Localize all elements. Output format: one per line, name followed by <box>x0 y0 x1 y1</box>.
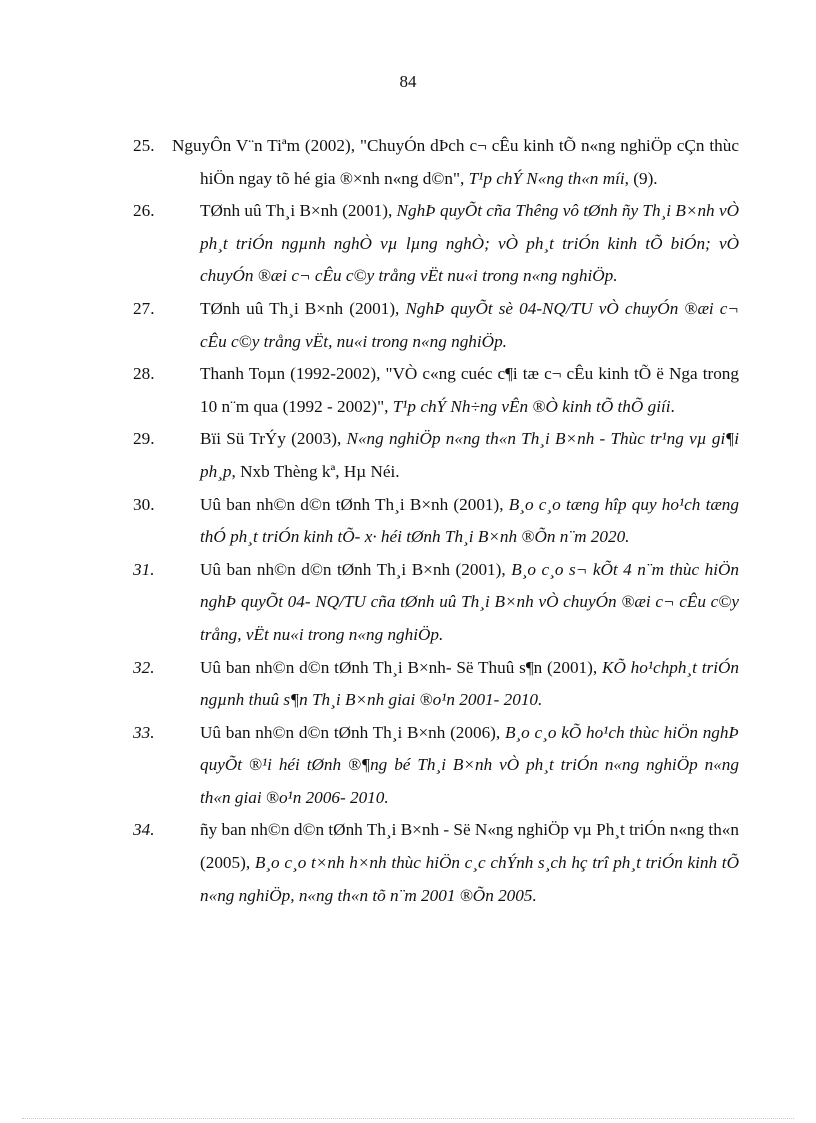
reference-author-year: Thanh Toµn (1992-2002), <box>200 364 386 384</box>
reference-title: KÕ ho¹chph¸t triÓn ngµnh thuû s¶n Th¸i B×nh giai ®o¹n 2001- 2010. <box>200 657 739 710</box>
page-bottom-divider <box>22 1118 794 1119</box>
reference-item <box>133 554 739 652</box>
reference-number: 34. <box>133 820 155 840</box>
reference-number: 25. <box>133 136 155 155</box>
reference-number: 31. <box>133 559 155 579</box>
reference-item <box>133 652 739 717</box>
reference-author-year: Uû ban nh©n d©n tØnh Th¸i B×nh (2001), <box>200 494 509 514</box>
reference-number: 28. <box>133 364 155 384</box>
reference-details: , (9). <box>624 168 658 188</box>
reference-number: 33. <box>133 722 155 742</box>
reference-number: 27. <box>133 298 155 318</box>
reference-title: NghÞ quyÕt cña Thêng vô tØnh ñy Th¸i B×nh vÒ ph¸t triÓn ngµnh nghÒ vµ lµng nghÒ; vÒ ph¸t triÓn kinh tÕ biÓn; vÒ chuyÓn ®æi c¬ cÊu c©y trång vËt nu«i trong n«ng nghiÖp. <box>200 201 739 286</box>
reference-item <box>133 293 739 358</box>
reference-title: B¸o c¸o s¬ kÕt 4 n¨m thùc hiÖn nghÞ quyÕt 04- NQ/TU cña tØnh uû Th¸i B×nh vÒ chuyÓn ®æi c¬ cÊu c©y trång, vËt nu«i trong n«ng nghiÖp. <box>200 559 740 644</box>
reference-item <box>133 814 739 912</box>
reference-item <box>133 130 739 195</box>
reference-item <box>133 489 739 554</box>
reference-title: B¸o c¸o t×nh h×nh thùc hiÖn c¸c chÝnh s¸ch hç trî ph¸t triÓn kinh tÕ n«ng nghiÖp, n«ng th«n tõ n¨m 2001 ®Õn 2005. <box>200 853 739 905</box>
reference-author-year: Uû ban nh©n d©n tØnh Th¸i B×nh (2001), <box>200 559 512 579</box>
reference-item <box>133 717 739 815</box>
reference-author-year: TØnh uû Th¸i B×nh (2001), <box>200 298 406 318</box>
reference-number: 32. <box>133 657 155 677</box>
reference-title: B¸o c¸o kÕ ho¹ch thùc hiÖn nghÞ quyÕt ®¹i héi tØnh ®¶ng bé Th¸i B×nh vÒ ph¸t triÓn n«ng nghiÖp n«ng th«n giai ®o¹n 2006- 2010. <box>200 722 739 807</box>
reference-list <box>133 130 739 912</box>
reference-author-year: Uû ban nh©n d©n tØnh Th¸i B×nh (2006), <box>200 722 505 742</box>
reference-details: . <box>670 396 675 416</box>
reference-source: T¹p chÝ Nh÷ng vÊn ®Ò kinh tÕ thÕ giíi <box>392 396 671 416</box>
reference-details: , Nxb Thèng kª, Hµ Néi. <box>231 461 400 481</box>
reference-title: "VÒ c«ng cuéc c¶i tæ c¬ cÊu kinh tÕ ë Nga trong 10 n¨m qua (1992 - 2002)", <box>200 364 739 416</box>
reference-author-year: Bïi Sü TrÝy (2003), <box>200 429 347 449</box>
reference-title: NghÞ quyÕt sè 04-NQ/TU vÒ chuyÓn ®æi c¬ cÊu c©y trång vËt, nu«i trong n«ng nghiÖp. <box>200 298 739 351</box>
reference-number: 26. <box>133 201 155 221</box>
reference-number: 29. <box>133 429 155 449</box>
reference-source: T¹p chÝ N«ng th«n míi <box>468 168 625 188</box>
reference-item <box>133 195 739 293</box>
reference-item <box>133 358 739 423</box>
reference-author-year: NguyÔn V¨n Tiªm (2002), <box>172 136 360 155</box>
reference-item <box>133 423 739 488</box>
reference-author-year: Uû ban nh©n d©n tØnh Th¸i B×nh- Së Thuû s¶n (2001), <box>200 657 602 677</box>
reference-title: B¸o c¸o tæng hîp quy ho¹ch tæng thÓ ph¸t triÓn kinh tÕ- x· héi tØnh Th¸i B×nh ®Õn n¨m 2020. <box>200 494 739 547</box>
reference-title: N«ng nghiÖp n«ng th«n Th¸i B×nh - Thùc tr¹ng vµ gi¶i ph¸p <box>200 429 739 481</box>
reference-title: "ChuyÓn dÞch c¬ cÊu kinh tÕ n«ng nghiÖp cÇn thùc hiÖn ngay tõ hé gia ®×nh n«ng d©n", <box>200 136 739 188</box>
page-number: 84 <box>399 72 417 91</box>
reference-number: 30. <box>133 494 155 514</box>
reference-author-year: TØnh uû Th¸i B×nh (2001), <box>200 201 397 221</box>
reference-author-year: ñy ban nh©n d©n tØnh Th¸i B×nh - Së N«ng nghiÖp vµ Ph¸t triÓn n«ng th«n (2005), <box>200 820 739 873</box>
